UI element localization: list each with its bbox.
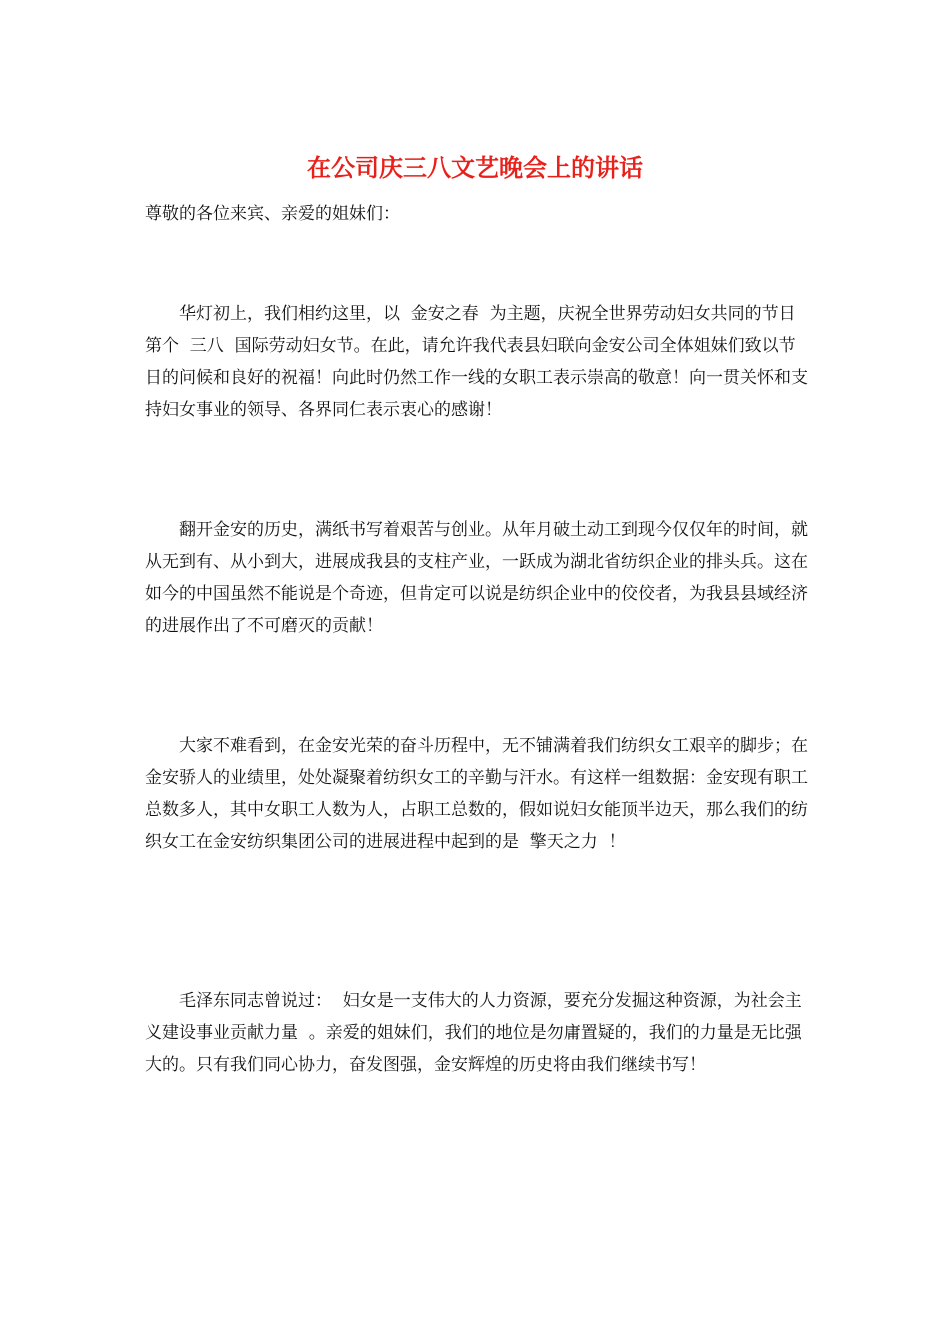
salutation: 尊敬的各位来宾、亲爱的姐妹们： <box>145 204 400 224</box>
paragraph-4: 毛泽东同志曾说过： 妇女是一支伟大的人力资源，要充分发掘这种资源，为社会主义建设事业贡献力量 。亲爱的姐妹们，我们的地位是勿庸置疑的，我们的力量是无比强大的。只有我们同心协力，奋发图强，金安辉煌的历史将由我们继续书写！ <box>145 991 802 1075</box>
paragraph-1: 华灯初上，我们相约这里，以 金安之春 为主题，庆祝全世界劳动妇女共同的节日 第个 三八 国际劳动妇女节。在此，请允许我代表县妇联向金安公司全体姐妹们致以节日的问候和良好的祝福！向此时仍然工作一线的女职工表示崇高的敬意！向一贯关怀和支持妇女事业的领导、各界同仁表示衷心的感谢！ <box>145 304 808 420</box>
document-title: 在公司庆三八文艺晚会上的讲话 <box>307 153 643 182</box>
paragraph-2: 翻开金安的历史，满纸书写着艰苦与创业。从年月破土动工到现今仅仅年的时间，就从无到有、从小到大，进展成我县的支柱产业，一跃成为湖北省纺织企业的排头兵。这在如今的中国虽然不能说是个奇迹，但肯定可以说是纺织企业中的佼佼者，为我县县域经济的进展作出了不可磨灭的贡献！ <box>145 520 808 636</box>
paragraph-3: 大家不难看到，在金安光荣的奋斗历程中，无不铺满着我们纺织女工艰辛的脚步；在金安骄人的业绩里，处处凝聚着纺织女工的辛勤与汗水。有这样一组数据：金安现有职工总数多人，其中女职工人数为人，占职工总数的，假如说妇女能顶半边天，那么我们的纺织女工在金安纺织集团公司的进展进程中起到的是 擎天之力 ！ <box>145 736 808 852</box>
